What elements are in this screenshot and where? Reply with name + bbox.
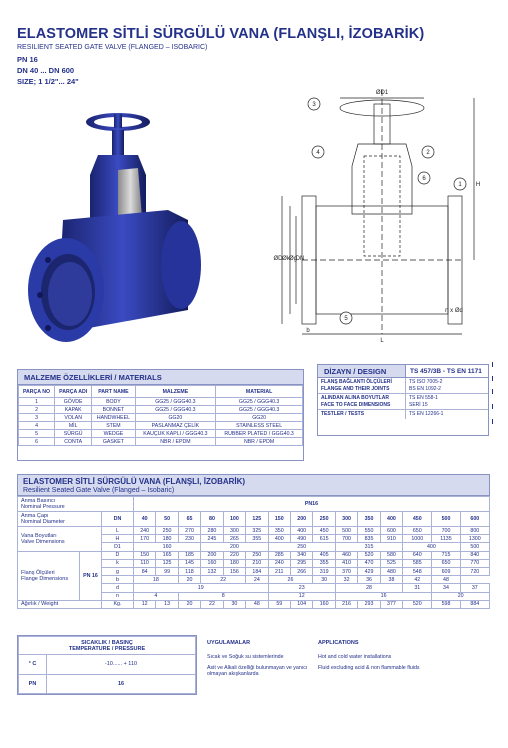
materials-header: PARÇA ADI [55,386,92,398]
table-cell: 400 [403,543,460,551]
table-cell: 293 [358,600,380,608]
table-cell: 640 [403,551,432,559]
table-cell: 340 [290,551,312,559]
table-cell: GG25 / GGG40.3 [216,398,303,406]
table-cell: 520 [358,551,380,559]
table-row [19,406,303,414]
table-cell: 700 [335,535,357,543]
materials-table [18,385,303,446]
dn-value: 150 [268,512,290,527]
table-cell: 270 [178,527,200,535]
pressure-box [17,635,197,695]
dn-value: 50 [156,512,178,527]
materials-header: PART NAME [92,386,135,398]
table-cell: 250 [268,543,335,551]
materials-box [17,369,304,461]
table-row [18,512,490,527]
table-cell: 615 [313,535,335,543]
design-label: ALINDAN ALINA BOYUTLAR FACE TO FACE DIMENSIONS [318,394,406,409]
table-cell: 245 [201,535,223,543]
table-cell: 37 [460,584,489,592]
table-cell: KAPAK [55,406,92,414]
table-cell: 150 [133,551,155,559]
dn-value: 250 [313,512,335,527]
dimensions-header [17,474,490,496]
table-cell: 700 [432,527,460,535]
table-cell: 170 [133,535,155,543]
dn-value: 200 [290,512,312,527]
dn-value: 400 [380,512,402,527]
table-cell: 650 [403,527,432,535]
table-cell: 6 [19,438,55,446]
page-title: ELASTOMER SİTLİ SÜRGÜLÜ VANA (FLANŞLI, İZOBARİK) [17,26,425,42]
table-cell: 598 [432,600,460,608]
table-cell: 13 [156,600,178,608]
row-label: Anma Çapı Nominal Diameter [18,512,102,527]
table-cell: 24 [246,576,268,584]
table-cell: 350 [268,527,290,535]
table-cell: 429 [358,567,380,575]
dimensions-table [17,496,490,609]
table-cell: 548 [403,567,432,575]
design-row [318,378,488,394]
table-cell: 32 [335,576,357,584]
table-cell: 220 [223,551,245,559]
row-label: Anma Basıncı Nominal Pressure [18,497,134,512]
table-cell: 250 [156,527,178,535]
table-cell: 4 [133,592,178,600]
spec-size: SIZE; 1 1/2"... 24" [17,77,79,86]
table-cell: 30 [313,576,335,584]
table-cell: 145 [178,559,200,567]
applications-notes [318,640,493,675]
drawing-label-2: 2 [426,150,430,156]
drawing-label-l: L [380,338,384,344]
row-key: d [102,584,134,592]
table-cell: 22 [201,576,246,584]
table-cell: 650 [432,559,460,567]
table-cell: 3 [19,414,55,422]
flange-pn: PN 16 [80,551,102,600]
table-cell: BONNET [92,406,135,414]
table-cell: GG25 / GGG40.3 [135,406,216,414]
table-cell: 180 [156,535,178,543]
dn-value: 600 [460,512,489,527]
table-cell: 2 [19,406,55,414]
table-cell: 840 [460,551,489,559]
table-cell: 132 [201,567,223,575]
table-cell: 715 [432,551,460,559]
table-cell: 160 [313,600,335,608]
table-cell: 500 [460,543,489,551]
design-row [318,394,488,410]
table-cell: STEM [92,422,135,430]
table-cell: 20 [178,576,200,584]
row-key: b [102,576,134,584]
table-cell: 377 [380,600,402,608]
materials-header: MATERIAL [216,386,303,398]
table-cell: 165 [156,551,178,559]
row-label: Vana Boyutları Valve Dimensions [18,527,102,552]
table-cell: NBR / EPDM [216,438,303,446]
table-cell: 12 [133,600,155,608]
table-cell: CONTA [55,438,92,446]
table-cell: 8 [178,592,268,600]
table-cell: 370 [335,567,357,575]
table-cell: HANDWHEEL [92,414,135,422]
row-key: H [102,535,134,543]
table-cell: 800 [460,527,489,535]
pn-value: 16 [47,674,196,694]
pn-label: PN [19,674,47,694]
spec-dn: DN 40 ... DN 600 [17,66,75,75]
table-cell: GG20 [135,414,216,422]
table-cell: 550 [358,527,380,535]
table-cell: 26 [268,576,313,584]
dimensions-subtitle: Resilient Seated Gate Valve (Flanged – Isobaric) [23,487,175,494]
applications-title: APPLICATIONS [318,640,359,646]
table-cell: 520 [403,600,432,608]
table-cell: GG20 [216,414,303,422]
dn-value: 350 [358,512,380,527]
design-value: TS ISO 7005-2 BS EN 1092-2 [409,379,443,392]
table-cell: 156 [223,567,245,575]
drawing-label-ok: Øk [282,256,290,262]
table-cell: 211 [268,567,290,575]
table-cell: 230 [178,535,200,543]
design-standard: TS 457/3B - TS EN 1171 [410,368,482,375]
row-label: Ağırlık / Weight [18,600,102,608]
row-key: D [102,551,134,559]
dn-value: 125 [246,512,268,527]
table-cell: 84 [133,567,155,575]
table-cell: 160 [201,559,223,567]
dn-value: 80 [201,512,223,527]
table-cell: 720 [460,567,489,575]
table-row [19,430,303,438]
drawing-label-6: 6 [422,176,426,182]
table-cell: 42 [403,576,432,584]
table-cell: 16 [335,592,432,600]
dn-value: 65 [178,512,200,527]
drawing-label-3: 3 [312,102,316,108]
table-cell: 266 [290,567,312,575]
materials-header: MALZEME [135,386,216,398]
table-row [19,414,303,422]
table-cell: 910 [380,535,402,543]
table-cell: 48 [246,600,268,608]
usage-title: UYGULAMALAR [207,640,251,646]
side-tick-mark [492,404,493,409]
table-cell: 770 [460,559,489,567]
table-cell: 118 [178,567,200,575]
table-cell: 400 [268,535,290,543]
table-row [18,497,490,512]
row-key: D1 [102,543,134,551]
drawing-label-5: 5 [344,316,348,322]
table-cell: 295 [290,559,312,567]
table-cell: GG25 / GGG40.3 [216,406,303,414]
materials-title: MALZEME ÖZELLİKLERİ / MATERIALS [18,370,303,385]
table-cell: KAUÇUK KAPLI / GGG40.3 [135,430,216,438]
table-cell: 28 [335,584,402,592]
table-cell: 200 [201,551,223,559]
table-cell: 285 [268,551,290,559]
table-cell: 580 [380,551,402,559]
table-cell: 12 [268,592,335,600]
dn-label: DN [102,512,134,527]
table-cell: 405 [313,551,335,559]
table-cell: 600 [380,527,402,535]
dn-value: 500 [432,512,460,527]
table-cell: 835 [358,535,380,543]
table-cell: 210 [246,559,268,567]
table-cell: NBR / EPDM [135,438,216,446]
table-cell: 490 [290,535,312,543]
table-cell: 30 [223,600,245,608]
table-cell: 200 [201,543,268,551]
table-cell: 59 [268,600,290,608]
table-cell: 36 [358,576,380,584]
table-cell: WEDGE [92,430,135,438]
side-tick-mark [492,389,493,394]
table-cell: 250 [246,551,268,559]
table-cell: GG25 / GGG40.3 [135,398,216,406]
table-cell: 19 [133,584,268,592]
table-cell: 216 [335,600,357,608]
table-cell: 1135 [432,535,460,543]
table-cell: 460 [335,551,357,559]
dn-value: 450 [403,512,432,527]
table-cell: STAINLESS STEEL [216,422,303,430]
table-cell: 319 [313,567,335,575]
table-cell: 525 [380,559,402,567]
table-cell: BODY [92,398,135,406]
table-row [19,398,303,406]
dn-value: 300 [335,512,357,527]
table-cell: 38 [380,576,402,584]
design-label: FLANŞ BAĞLANTI ÖLÇÜLERİ FLANGE AND THEIR JOINTS [318,378,406,393]
table-cell: 104 [290,600,312,608]
table-cell: 470 [358,559,380,567]
table-cell: 325 [246,527,268,535]
temp-range: -10...... + 110 [47,655,196,675]
table-cell: 48 [432,576,460,584]
table-cell: 315 [335,543,402,551]
table-cell: 99 [156,567,178,575]
table-row [18,600,490,608]
temp-unit: ° C [19,655,47,675]
table-cell: 185 [178,551,200,559]
applications-item: Hot and cold water installations [318,654,392,660]
spec-pn: PN 16 [17,55,38,64]
materials-header: PARÇA NO [19,386,55,398]
table-cell: 240 [133,527,155,535]
table-cell: GASKET [92,438,135,446]
row-key: L [102,527,134,535]
design-value: TS EN 558-1 SERİ 15 [409,395,438,408]
table-cell: 1300 [460,535,489,543]
table-cell: 300 [223,527,245,535]
design-label: TESTLER / TESTS [318,410,406,419]
table-cell: 240 [268,559,290,567]
table-cell: 609 [432,567,460,575]
applications-item: Fluid excluding acid & non flammable fluids [318,664,420,671]
design-value: TS EN 12266-1 [409,411,444,417]
table-row [18,527,490,535]
drawing-label-b: b [306,328,310,334]
table-cell: 355 [246,535,268,543]
row-label: Flanş Ölçüleri Flange Dimensions [18,551,80,600]
side-tick-mark [492,376,493,381]
drawing-label-4: 4 [316,150,320,156]
table-cell: RUBBER PLATED / GGG40.3 [216,430,303,438]
drawing-label-h: H [475,182,481,188]
table-cell: 180 [223,559,245,567]
table-cell: 1000 [403,535,432,543]
table-cell: 160 [133,543,200,551]
row-key: g [102,567,134,575]
design-title: DİZAYN / DESIGN [318,365,406,377]
design-row [318,410,488,419]
valve-technical-drawing [262,86,484,348]
table-cell: VOLAN [55,414,92,422]
drawing-label-holes: n x Ød [445,308,463,314]
row-key: k [102,559,134,567]
table-cell: 20 [178,600,200,608]
drawing-label-dn: DN [295,256,305,262]
table-cell: 410 [335,559,357,567]
table-cell: 500 [335,527,357,535]
usage-item: Asit ve Alkali özelliği bulunmayan ve yanıcı olmayan akışkanlarda [207,664,308,677]
dimensions-title: ELASTOMER SİTLİ SÜRGÜLÜ VANA (FLANŞLI, İZOBARİK) [23,477,246,486]
drawing-label-d1: ØD1 [375,90,389,96]
usage-item: Sıcak ve Soğuk su sistemlerinde [207,654,284,660]
valve-photo [18,100,208,350]
table-cell: 31 [403,584,432,592]
pn-value: PN16 [133,497,489,512]
dn-value: 100 [223,512,245,527]
table-cell: 884 [460,600,489,608]
table-cell: 1 [19,398,55,406]
side-tick-mark [492,419,493,424]
table-cell: PASLANMAZ ÇELİK [135,422,216,430]
table-cell: 184 [246,567,268,575]
table-cell: 4 [19,422,55,430]
table-cell: 20 [432,592,490,600]
table-cell: SÜRGÜ [55,430,92,438]
table-cell: 585 [403,559,432,567]
table-row [18,551,490,559]
table-cell: 34 [432,584,460,592]
table-cell: 480 [380,567,402,575]
pressure-head: SICAKLIK / BASINÇ TEMPERATURE / PRESSURE [19,637,196,655]
table-cell: 400 [290,527,312,535]
dn-value: 40 [133,512,155,527]
drawing-label-og: Øg [288,256,298,262]
table-cell: 18 [133,576,178,584]
table-cell: 280 [201,527,223,535]
table-cell: 355 [313,559,335,567]
table-cell: 450 [313,527,335,535]
design-box [317,364,489,436]
table-row [19,422,303,430]
drawing-label-od: ØD [273,256,283,262]
table-cell: 23 [268,584,335,592]
table-cell: 22 [201,600,223,608]
table-cell: GÖVDE [55,398,92,406]
table-cell: 110 [133,559,155,567]
table-cell: 265 [223,535,245,543]
drawing-label-1: 1 [458,182,462,188]
side-tick-mark [492,362,493,367]
row-key: n [102,592,134,600]
table-cell: 5 [19,430,55,438]
table-cell: 125 [156,559,178,567]
row-key: Kg. [102,600,134,608]
usage-notes [207,640,312,682]
table-row [19,438,303,446]
page-subtitle: RESILIENT SEATED GATE VALVE (FLANGED – ISOBARIC) [17,44,208,51]
table-cell: MİL [55,422,92,430]
